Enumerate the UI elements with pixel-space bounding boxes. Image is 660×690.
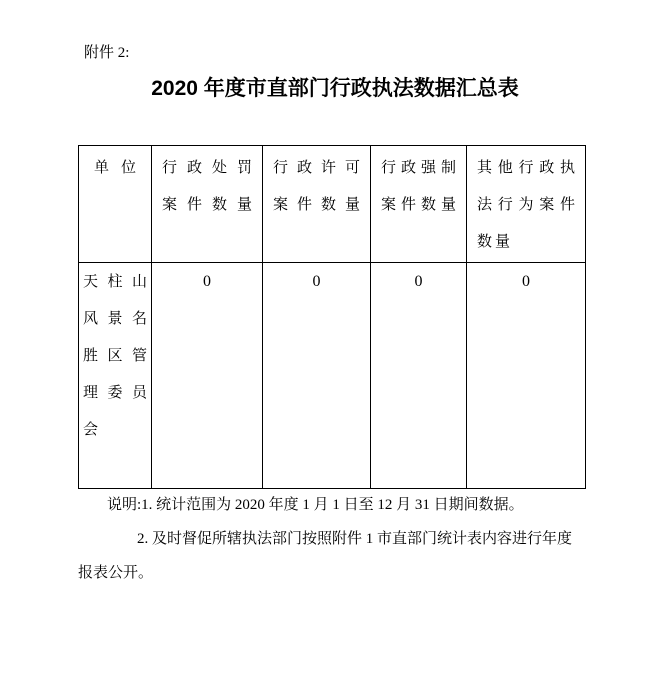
compulsion-count-cell: 0	[371, 263, 467, 489]
unit-name-cell: 天 柱 山 风 景 名 胜 区 管 理 委 员 会	[79, 263, 152, 489]
notes	[78, 488, 618, 590]
attachment-label: 附件 2:	[84, 45, 130, 61]
license-count-cell: 0	[263, 263, 371, 489]
penalty-count-cell: 0	[152, 263, 263, 489]
col-header-other-enforcement-cases: 其 他 行 政 执 法 行 为 案 件 数量	[467, 146, 586, 263]
summary-table	[78, 145, 586, 489]
table-header	[79, 146, 586, 263]
note-line-3: 报表公开。	[78, 565, 154, 581]
col-header-license-cases: 行 政 许 可 案 件 数 量	[263, 146, 371, 263]
col-header-compulsion-cases: 行 政 强 制 案 件 数 量	[371, 146, 467, 263]
note-line-2: 2. 及时督促所辖执法部门按照附件 1 市直部门统计表内容进行年度	[137, 531, 573, 547]
table-body	[79, 263, 586, 489]
other-count-cell: 0	[467, 263, 586, 489]
col-header-unit: 单 位	[79, 146, 152, 263]
col-header-penalty-cases: 行 政 处 罚 案 件 数 量	[152, 146, 263, 263]
table-row	[79, 263, 586, 489]
header-row	[79, 146, 586, 263]
note-line-1: 说明:1. 统计范围为 2020 年度 1 月 1 日至 12 月 31 日期间数据。	[107, 497, 524, 513]
page-title: 2020 年度市直部门行政执法数据汇总表	[151, 77, 519, 100]
